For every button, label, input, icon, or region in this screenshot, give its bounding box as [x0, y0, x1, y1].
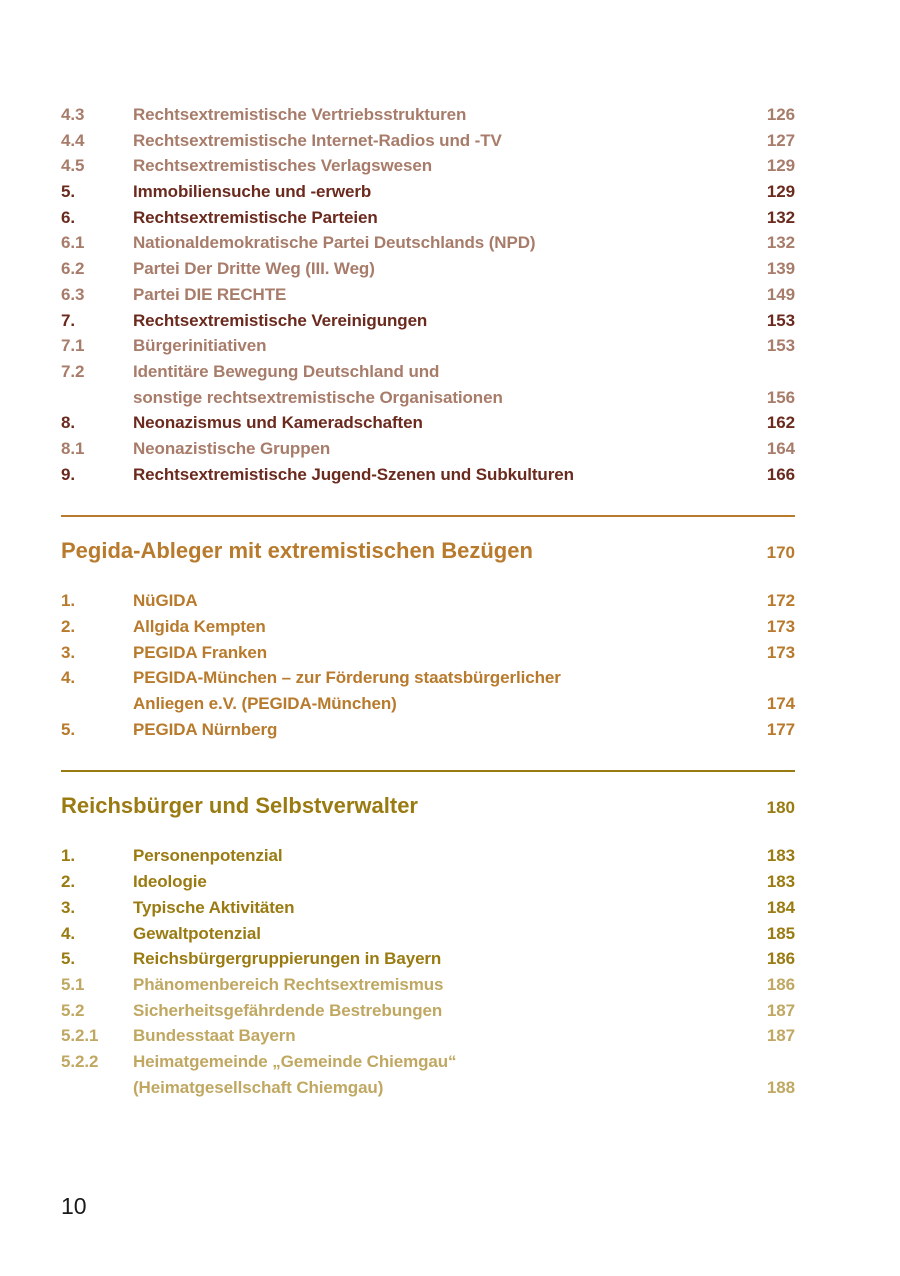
toc-entry[interactable] — [61, 359, 795, 385]
toc-entry-number: 4.3 — [61, 105, 85, 124]
toc-entry-page: 173 — [766, 642, 795, 662]
toc-entry-number: 9. — [61, 464, 75, 484]
toc-entry-page: 183 — [766, 846, 795, 866]
toc-entry-page: 166 — [766, 464, 795, 484]
section-title: Reichsbürger und Selbstverwalter — [61, 793, 418, 819]
toc-entry-number: 2. — [61, 617, 75, 636]
toc-section-reichsbuerger-heading[interactable] — [61, 786, 795, 826]
toc-entry-title: Rechtsextremistische Parteien — [133, 207, 378, 227]
toc-entry-title: Rechtsextremistische Vereinigungen — [133, 310, 428, 330]
toc-entry-title: Reichsbürgergruppierungen in Bayern — [133, 949, 442, 969]
toc-entry-title: Typische Aktivitäten — [133, 897, 295, 917]
section-divider — [61, 770, 795, 772]
toc-entry-title: Gewaltpotenzial — [133, 923, 261, 943]
toc-entry-page: 187 — [766, 1026, 795, 1046]
toc-entry[interactable] — [61, 153, 795, 179]
toc-entry-number: 6. — [61, 207, 75, 227]
toc-section-reichsbuerger — [61, 843, 795, 1100]
toc-entry[interactable] — [61, 256, 795, 282]
toc-entry-title: Ideologie — [133, 872, 207, 892]
toc-entry-title: Identitäre Bewegung Deutschland und — [133, 361, 440, 381]
toc-entry[interactable] — [61, 282, 795, 308]
toc-entry-title: (Heimatgesellschaft Chiemgau) — [133, 1077, 384, 1097]
toc-entry-chapter[interactable] — [61, 946, 795, 972]
toc-entry-title: Personenpotenzial — [133, 846, 283, 866]
toc-entry-chapter[interactable] — [61, 895, 795, 921]
toc-entry-number: 5.2 — [61, 1000, 85, 1020]
toc-entry-chapter[interactable] — [61, 921, 795, 947]
toc-entry-number: 8. — [61, 413, 75, 433]
toc-entry-chapter[interactable] — [61, 462, 795, 488]
toc-entry-number: 5. — [61, 949, 75, 969]
toc-entry-chapter[interactable] — [61, 869, 795, 895]
toc-entry[interactable] — [61, 333, 795, 359]
toc-entry[interactable] — [61, 972, 795, 998]
toc-entry-number: 3. — [61, 642, 75, 662]
section-title: Pegida-Ableger mit extremistischen Bezügen — [61, 538, 533, 564]
toc-entry-number: 5. — [61, 719, 75, 739]
toc-section-rechtsextremismus — [61, 102, 795, 487]
toc-entry-number: 5. — [61, 182, 75, 202]
toc-entry-page: 149 — [766, 284, 795, 304]
toc-entry-number: 1. — [61, 846, 75, 866]
toc-entry-title: Neonazismus und Kameradschaften — [133, 413, 423, 433]
toc-entry-number: 5.2.1 — [61, 1026, 99, 1046]
toc-entry-title: sonstige rechtsextremistische Organisationen — [133, 387, 503, 407]
toc-entry-title: PEGIDA Franken — [133, 642, 268, 662]
toc-entry-chapter[interactable] — [61, 179, 795, 205]
toc-entry-title: Rechtsextremistische Jugend-Szenen und Subkulturen — [133, 464, 574, 484]
toc-entry-number: 2. — [61, 872, 75, 892]
toc-entry-number: 5.1 — [61, 974, 85, 994]
toc-entry-page: 139 — [766, 259, 795, 279]
toc-entry-page: 164 — [766, 438, 795, 458]
toc-entry-number: 4. — [61, 923, 75, 943]
toc-entry-title: Partei DIE RECHTE — [133, 284, 287, 304]
toc-entry-page: 172 — [766, 591, 795, 611]
toc-entry-number: 1. — [61, 591, 75, 611]
toc-entry-page: 184 — [766, 897, 795, 917]
toc-entry-page: 186 — [766, 974, 795, 994]
toc-entry[interactable] — [61, 1049, 795, 1075]
toc-entry[interactable] — [61, 614, 795, 640]
toc-entry-number: 7.2 — [61, 361, 85, 381]
toc-entry-title: Nationaldemokratische Partei Deutschlands (NPD) — [133, 233, 536, 253]
toc-entry-number: 6.2 — [61, 259, 85, 279]
toc-entry-page: 129 — [766, 182, 795, 202]
toc-entry-title: Phänomenbereich Rechtsextremismus — [133, 974, 444, 994]
toc-entry-page: 127 — [766, 130, 795, 150]
toc-entry-continuation[interactable] — [61, 385, 795, 411]
toc-entry-title: PEGIDA-München – zur Förderung staatsbürgerlicher — [133, 668, 561, 688]
toc-entry-number: 7.1 — [61, 336, 85, 356]
toc-entry-title: Allgida Kempten — [133, 617, 266, 636]
toc-entry-title: Heimatgemeinde „Gemeinde Chiemgau“ — [133, 1051, 457, 1071]
toc-entry-number: 4.5 — [61, 156, 85, 176]
toc-entry-title: PEGIDA Nürnberg — [133, 719, 278, 739]
toc-entry-page: 132 — [766, 207, 795, 227]
toc-entry-page: 156 — [766, 387, 795, 407]
toc-entry[interactable] — [61, 230, 795, 256]
toc-entry-title: Neonazistische Gruppen — [133, 438, 331, 458]
toc-entry-page: 173 — [766, 617, 795, 636]
toc-entry-title: Bundesstaat Bayern — [133, 1026, 296, 1046]
toc-entry-page: 126 — [766, 105, 795, 124]
toc-entry-page: 129 — [766, 156, 795, 176]
toc-section-pegida — [61, 588, 795, 742]
toc-entry-title: Partei Der Dritte Weg (III. Weg) — [133, 259, 375, 279]
toc-entry-number: 4.4 — [61, 130, 85, 150]
toc-entry-page: 153 — [766, 310, 795, 330]
toc-entry-page: 174 — [766, 694, 795, 714]
table-of-contents — [61, 102, 795, 1100]
toc-entry-page: 187 — [766, 1000, 795, 1020]
toc-entry-page: 162 — [766, 413, 795, 433]
toc-section-pegida-heading[interactable] — [61, 531, 795, 571]
section-divider — [61, 515, 795, 517]
toc-entry[interactable] — [61, 717, 795, 743]
toc-entry-title: Rechtsextremistische Vertriebsstrukturen — [133, 105, 467, 124]
toc-entry-page: 183 — [766, 872, 795, 892]
toc-entry[interactable] — [61, 998, 795, 1024]
toc-entry[interactable] — [61, 640, 795, 666]
toc-entry-chapter[interactable] — [61, 410, 795, 436]
toc-entry-number: 5.2.2 — [61, 1051, 99, 1071]
toc-entry-page: 132 — [766, 233, 795, 253]
toc-entry-chapter[interactable] — [61, 843, 795, 869]
toc-entry[interactable] — [61, 128, 795, 154]
toc-entry-title: Rechtsextremistische Internet-Radios und -TV — [133, 130, 502, 150]
toc-entry-page: 153 — [766, 336, 795, 356]
toc-entry-title: Rechtsextremistisches Verlagswesen — [133, 156, 432, 176]
toc-entry-title: Bürgerinitiativen — [133, 336, 267, 356]
toc-entry-number: 6.3 — [61, 284, 85, 304]
toc-entry[interactable] — [61, 1023, 795, 1049]
toc-entry-page: 177 — [766, 719, 795, 739]
toc-entry-number: 6.1 — [61, 233, 85, 253]
toc-entry-chapter[interactable] — [61, 308, 795, 334]
toc-entry-number: 3. — [61, 897, 75, 917]
section-page: 170 — [766, 543, 795, 563]
toc-entry-title: Immobiliensuche und -erwerb — [133, 182, 372, 202]
toc-entry-page: 185 — [766, 923, 795, 943]
toc-entry[interactable] — [61, 436, 795, 462]
toc-entry-page: 186 — [766, 949, 795, 969]
toc-entry-number: 8.1 — [61, 438, 85, 458]
toc-entry[interactable] — [61, 102, 795, 128]
toc-entry-page: 188 — [766, 1077, 795, 1097]
toc-entry-continuation[interactable] — [61, 691, 795, 717]
toc-entry-title: Sicherheitsgefährdende Bestrebungen — [133, 1000, 443, 1020]
toc-entry-number: 4. — [61, 668, 75, 688]
toc-entry-number: 7. — [61, 310, 75, 330]
toc-entry-title: NüGIDA — [133, 591, 198, 611]
toc-entry-chapter[interactable] — [61, 205, 795, 231]
toc-entry-continuation[interactable] — [61, 1075, 795, 1101]
page-number: 10 — [61, 1193, 87, 1219]
toc-entry-title: Anliegen e.V. (PEGIDA-München) — [133, 694, 397, 714]
toc-entry[interactable] — [61, 665, 795, 691]
section-page: 180 — [766, 798, 795, 818]
toc-entry[interactable] — [61, 588, 795, 614]
